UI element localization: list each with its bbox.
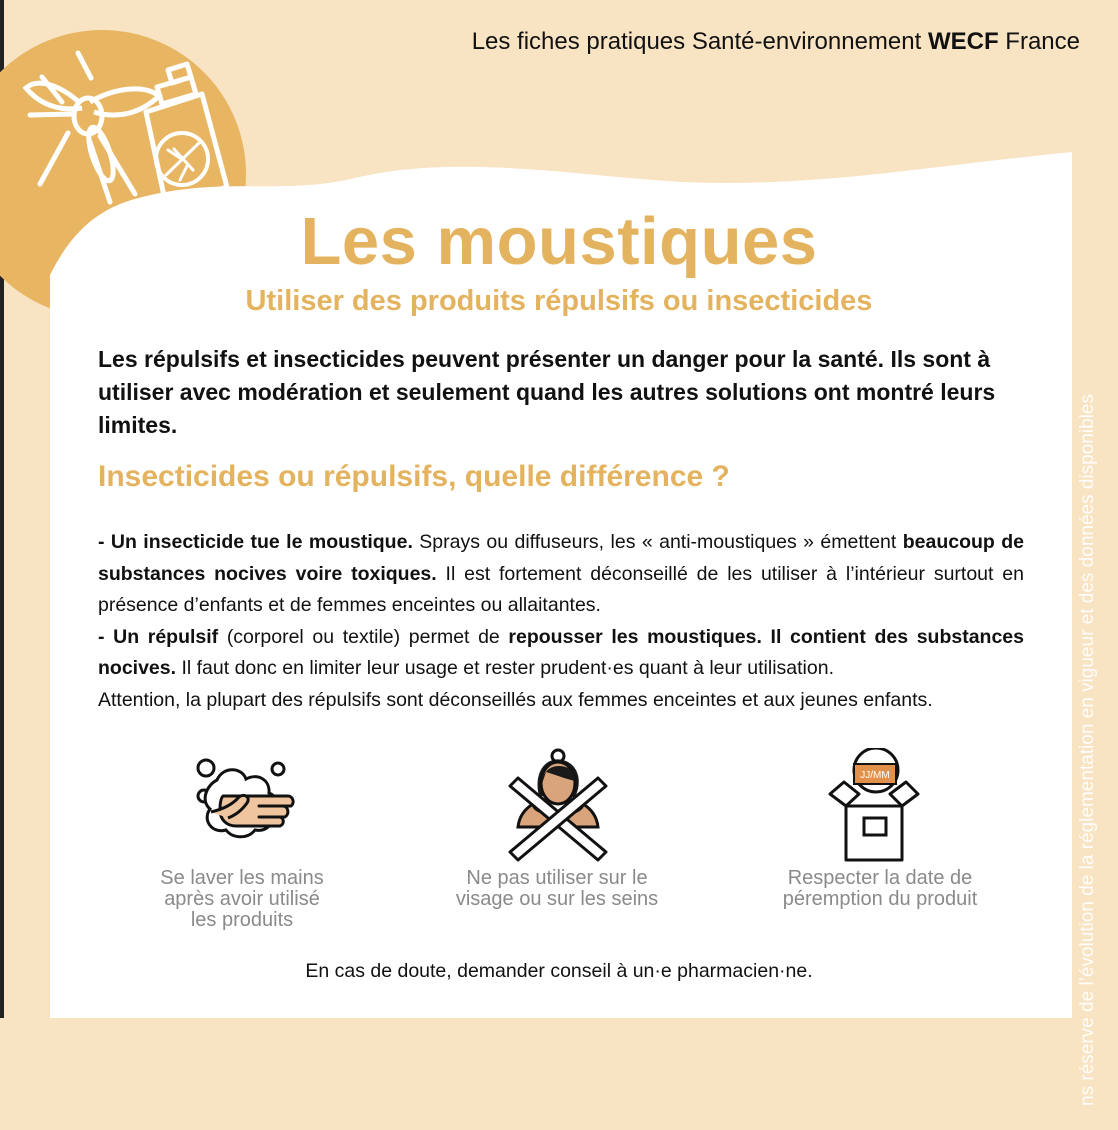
expiry-date-label: JJ/MM: [860, 770, 890, 781]
repulsive-paragraph: [98, 622, 1024, 685]
side-disclaimer: ns réserve de l’évolution de la réglementation en vigueur et des données disponibles: [1077, 394, 1098, 1106]
washing-hands-tip: [118, 748, 368, 860]
spray-cap-icon: [157, 64, 196, 104]
repulsive-text-a: (corporel ou textile) permet de: [218, 625, 509, 648]
insecticide-text-b: Il est fortement déconseillé de les utiliser à l’intérieur surtout en présence d’enfants et de femmes enceintes ou allaitantes.: [98, 562, 1024, 616]
face-not-allowed-caption-line-2: visage ou sur les seins: [455, 888, 659, 910]
page-subtitle: Utiliser des produits répulsifs ou insecticides: [245, 285, 873, 317]
insecticide-warning: beaucoup de substances nocives voire toxiques.: [98, 531, 1024, 585]
expiry-date-caption: [755, 868, 1005, 910]
mosquito-icon: [30, 53, 135, 202]
spray-mosquito-icon: [166, 143, 199, 180]
washing-hands-caption-line-2: après avoir utilisé: [164, 888, 320, 910]
insecticide-paragraph: [98, 527, 1024, 622]
repulsive-text-b: Il faut donc en limiter leur usage et rester prudent·es quant à leur utilisation.: [176, 657, 834, 679]
expiry-date-tip: [751, 748, 1001, 866]
expiry-date-caption-line-1: Respecter la date de: [787, 867, 973, 889]
header-suffix: France: [1005, 28, 1080, 55]
intro-paragraph: Les répulsifs et insecticides peuvent présenter un danger pour la santé. Ils sont à utiliser avec modération et seulement quand les autres solutions ont montré leurs limites.: [98, 346, 996, 438]
repulsive-warning: repousser les moustiques. Il contient des substances nocives.: [98, 625, 1024, 679]
washing-hands-icon: [187, 748, 299, 860]
expiry-date-caption-line-2: péremption du produit: [782, 888, 978, 910]
expiry-box-icon: [820, 748, 932, 866]
insecticide-definition: - Un insecticide tue le moustique.: [98, 531, 413, 553]
washing-hands-caption: [117, 868, 367, 931]
washing-hands-caption-line-1: Se laver les mains: [160, 867, 324, 889]
attention-paragraph: Attention, la plupart des répulsifs sont déconseillés aux femmes enceintes et aux jeunes enfants.: [98, 688, 933, 711]
section-heading: Insecticides ou répulsifs, quelle différence ?: [98, 460, 730, 493]
header-prefix: Les fiches pratiques Santé-environnement: [471, 28, 922, 55]
body-text: [98, 527, 1024, 716]
face-not-allowed-caption-line-1: Ne pas utiliser sur le: [466, 867, 648, 889]
face-not-allowed-caption: [432, 868, 682, 910]
footer-note: En cas de doute, demander conseil à un·e pharmacien·ne.: [305, 960, 813, 982]
document-header: [472, 28, 1080, 56]
face-not-allowed-tip: [433, 748, 683, 866]
page-title: Les moustiques: [300, 204, 818, 279]
insecticide-text-a: Sprays ou diffuseurs, les « anti-moustiques » émettent: [412, 531, 903, 553]
face-not-allowed-icon: [502, 748, 614, 866]
header-brand: WECF: [927, 28, 999, 55]
washing-hands-caption-line-3: les produits: [190, 909, 294, 931]
mosquito-wing-icon: [26, 83, 82, 109]
repulsive-definition: - Un répulsif: [98, 625, 219, 648]
